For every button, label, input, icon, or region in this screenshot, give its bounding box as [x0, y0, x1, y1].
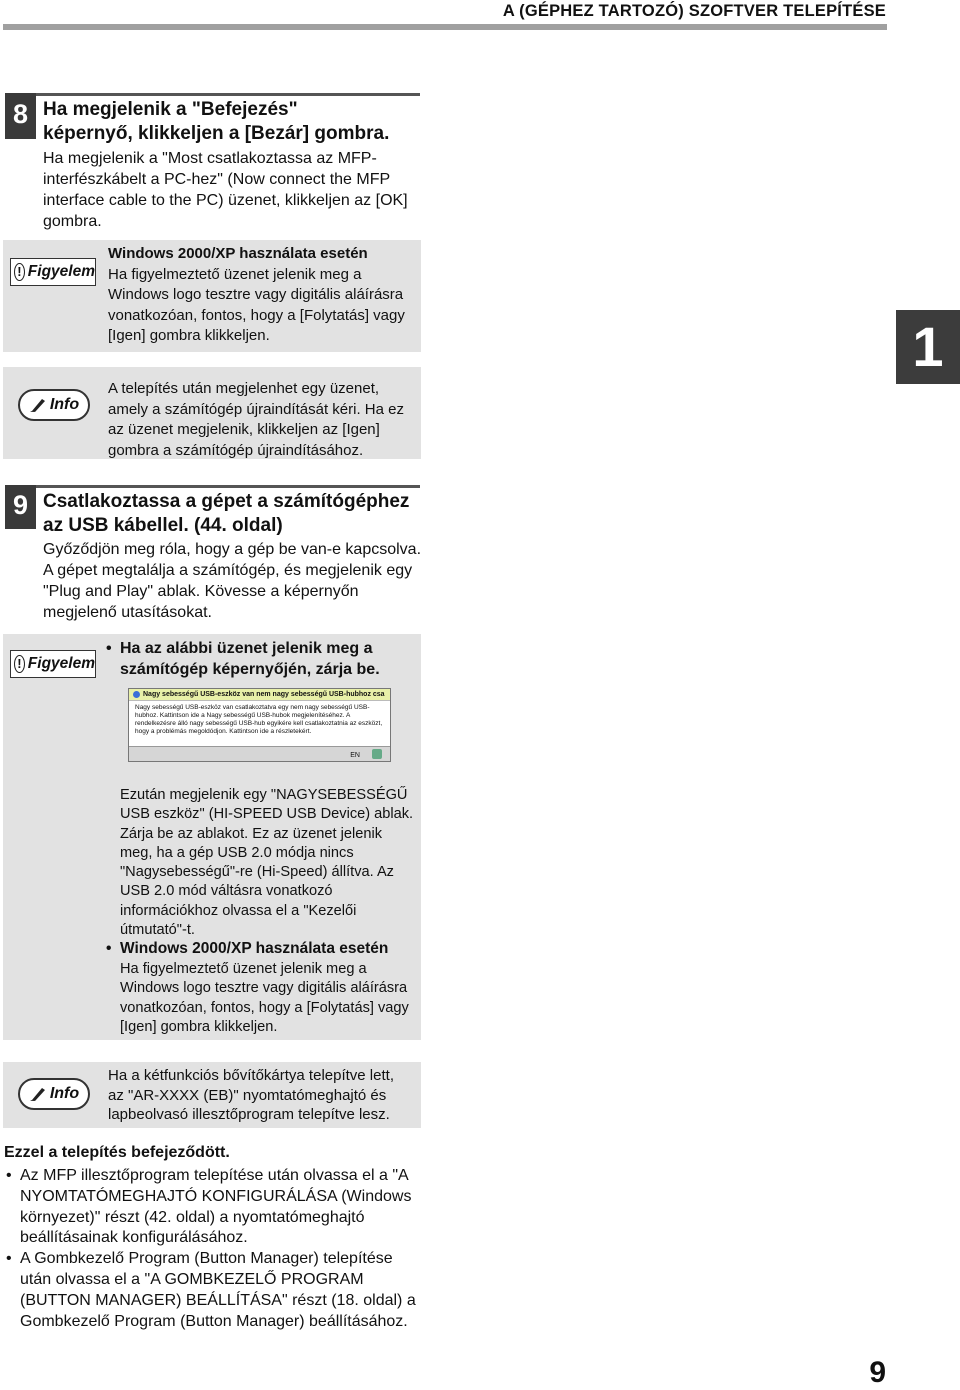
step-9-bullet1-title — [106, 638, 406, 680]
usb-tray-icon[interactable] — [372, 749, 382, 759]
pencil-icon — [29, 1086, 47, 1102]
dialog-title-bar — [129, 689, 390, 701]
bullet-dot: • — [106, 940, 112, 957]
step-8-rule — [36, 93, 420, 96]
info-label — [18, 1078, 90, 1110]
step-9-bullet2-title — [106, 939, 411, 959]
completion-item-1 — [6, 1166, 426, 1249]
step-9-bullet1-title-text: Ha az alábbi üzenet jelenik meg a számítógép képernyőjén, zárja be. — [120, 640, 380, 678]
dialog-message: Nagy sebességű USB-eszköz van csatlakoztatva egy nem nagy sebességű USB-hubhoz. Kattintson ide a Nagy sebességű USB-hubok megjelenítéséhez. A rendelkezésre álló nagy sebességű USB-hub egyikére kell csatlakoztatnia az eszközt, hogy a problémás megoldódjon. Kattintson ide a részletekért. — [135, 704, 383, 735]
info-bubble-icon — [133, 691, 140, 698]
step-9-title — [43, 490, 409, 538]
bullet-dot: • — [106, 640, 112, 657]
step-8-title — [43, 98, 389, 146]
step-9-bullet2-text: Ha figyelmeztető üzenet jelenik meg a Windows logo tesztre vagy digitális aláírásra vonatkozóan, fontos, hogy a [Folytatás] vagy [Igen] gombra klikkeljen. — [120, 961, 409, 1035]
step-8-warning-box — [3, 240, 421, 352]
step-9-info-text: Ha a kétfunkciós bővítőkártya telepítve lett, az "AR-XXXX (EB)" nyomtatómeghajtó és lapbeolvasó illesztőprogram telepítve lesz. — [108, 1067, 394, 1123]
pencil-icon — [29, 397, 47, 413]
taskbar — [129, 746, 390, 761]
step-9-rule — [36, 485, 420, 488]
step-9-info-box — [3, 1062, 421, 1128]
warning-label — [10, 650, 96, 678]
step-8-warning-title: Windows 2000/XP használata esetén — [108, 245, 368, 262]
completion-item-2 — [6, 1249, 426, 1332]
bullet-dot: • — [6, 1250, 12, 1268]
completion-item-1-text: Az MFP illesztőprogram telepítése után olvassa el a "A NYOMTATÓMEGHAJTÓ KONFIGURÁLÁSA (Windows környezet)" részt (42. oldal) a nyomtatómeghajtó beállításainak konfigurálásához. — [20, 1167, 412, 1247]
step-9-body: Győződjön meg róla, hogy a gép be van-e kapcsolva. A gépet megtalálja a számítógép, és megjelenik egy "Plug and Play" ablak. Kövesse a képernyőn megjelenő utasításokat. — [43, 541, 422, 621]
step-8-info-text: A telepítés után megjelenhet egy üzenet, amely a számítógép újraindítását kéri. Ha ez az üzenet megjelenik, klikkeljen az [Igen] gombra a számítógép újraindításához. — [108, 380, 404, 459]
step-9-number: 9 — [5, 485, 36, 529]
header-rule — [3, 24, 887, 30]
completion-title: Ezzel a telepítés befejeződött. — [4, 1144, 230, 1161]
step-9-title-line2: az USB kábellel. (44. oldal) — [43, 515, 283, 536]
completion-list — [6, 1166, 426, 1332]
warning-label-text: Figyelem — [27, 263, 95, 280]
dialog-title: Nagy sebességű USB-eszköz van nem nagy sebességű USB-hubhoz csa — [143, 691, 385, 698]
exclamation-icon: ! — [14, 263, 25, 281]
info-label-text: Info — [49, 396, 80, 413]
step-8-info-box — [3, 367, 421, 459]
step-8-title-line1: Ha megjelenik a "Befejezés" — [43, 99, 298, 120]
exclamation-icon: ! — [14, 655, 25, 673]
page-header-title: A (GÉPHEZ TARTOZÓ) SZOFTVER TELEPÍTÉSE — [502, 2, 886, 20]
step-9-bullet2-title-text: Windows 2000/XP használata esetén — [120, 940, 389, 957]
taskbar-language: EN — [350, 752, 360, 759]
step-8-number: 8 — [5, 93, 36, 139]
usb-warning-dialog — [128, 688, 391, 762]
step-8-title-line2: képernyő, klikkeljen a [Bezár] gombra. — [43, 123, 390, 144]
bullet-dot: • — [6, 1167, 12, 1184]
step-9-bullet1-text: Ezután megjelenik egy "NAGYSEBESSÉGŰ USB eszköz" (HI-SPEED USB Device) ablak. Zárja be az ablakot. Ez az üzenet jelenik meg, ha a gép USB 2.0 módja nincs "Nagysebességű"-re (Hi-Speed) állítva. Az USB 2.0 mód váltásra vonatkozó információkhoz olvassa el a "Kezelői útmutató"-t. — [120, 787, 414, 939]
step-8-body: Ha megjelenik a "Most csatlakoztassa az MFP-interfészkábelt a PC-hez" (Now connect the MFP interface cable to the PC) üzenet, klikkeljen az [OK] gombra. — [43, 150, 408, 230]
completion-item-2-text: A Gombkezelő Program (Button Manager) telepítése után olvassa el a "A GOMBKEZELŐ PROGRAM (BUTTON MANAGER) BEÁLLÍTÁSA" részt (18. oldal) a Gombkezelő Program (Button Manager) beállításához. — [20, 1250, 416, 1330]
warning-label-text: Figyelem — [27, 655, 95, 672]
step-8-warning-body: Ha figyelmeztető üzenet jelenik meg a Windows logo tesztre vagy digitális aláírásra vonatkozóan, fontos, hogy a [Folytatás] vagy [Igen] gombra klikkeljen. — [108, 265, 405, 344]
warning-label — [10, 258, 96, 286]
chapter-tab: 1 — [896, 310, 960, 384]
step-9-title-line1: Csatlakoztassa a gépet a számítógéphez — [43, 491, 410, 512]
info-label-text: Info — [49, 1085, 80, 1102]
page-number: 9 — [869, 1356, 886, 1389]
info-label — [18, 389, 90, 421]
step-8-warning-text — [108, 244, 413, 347]
